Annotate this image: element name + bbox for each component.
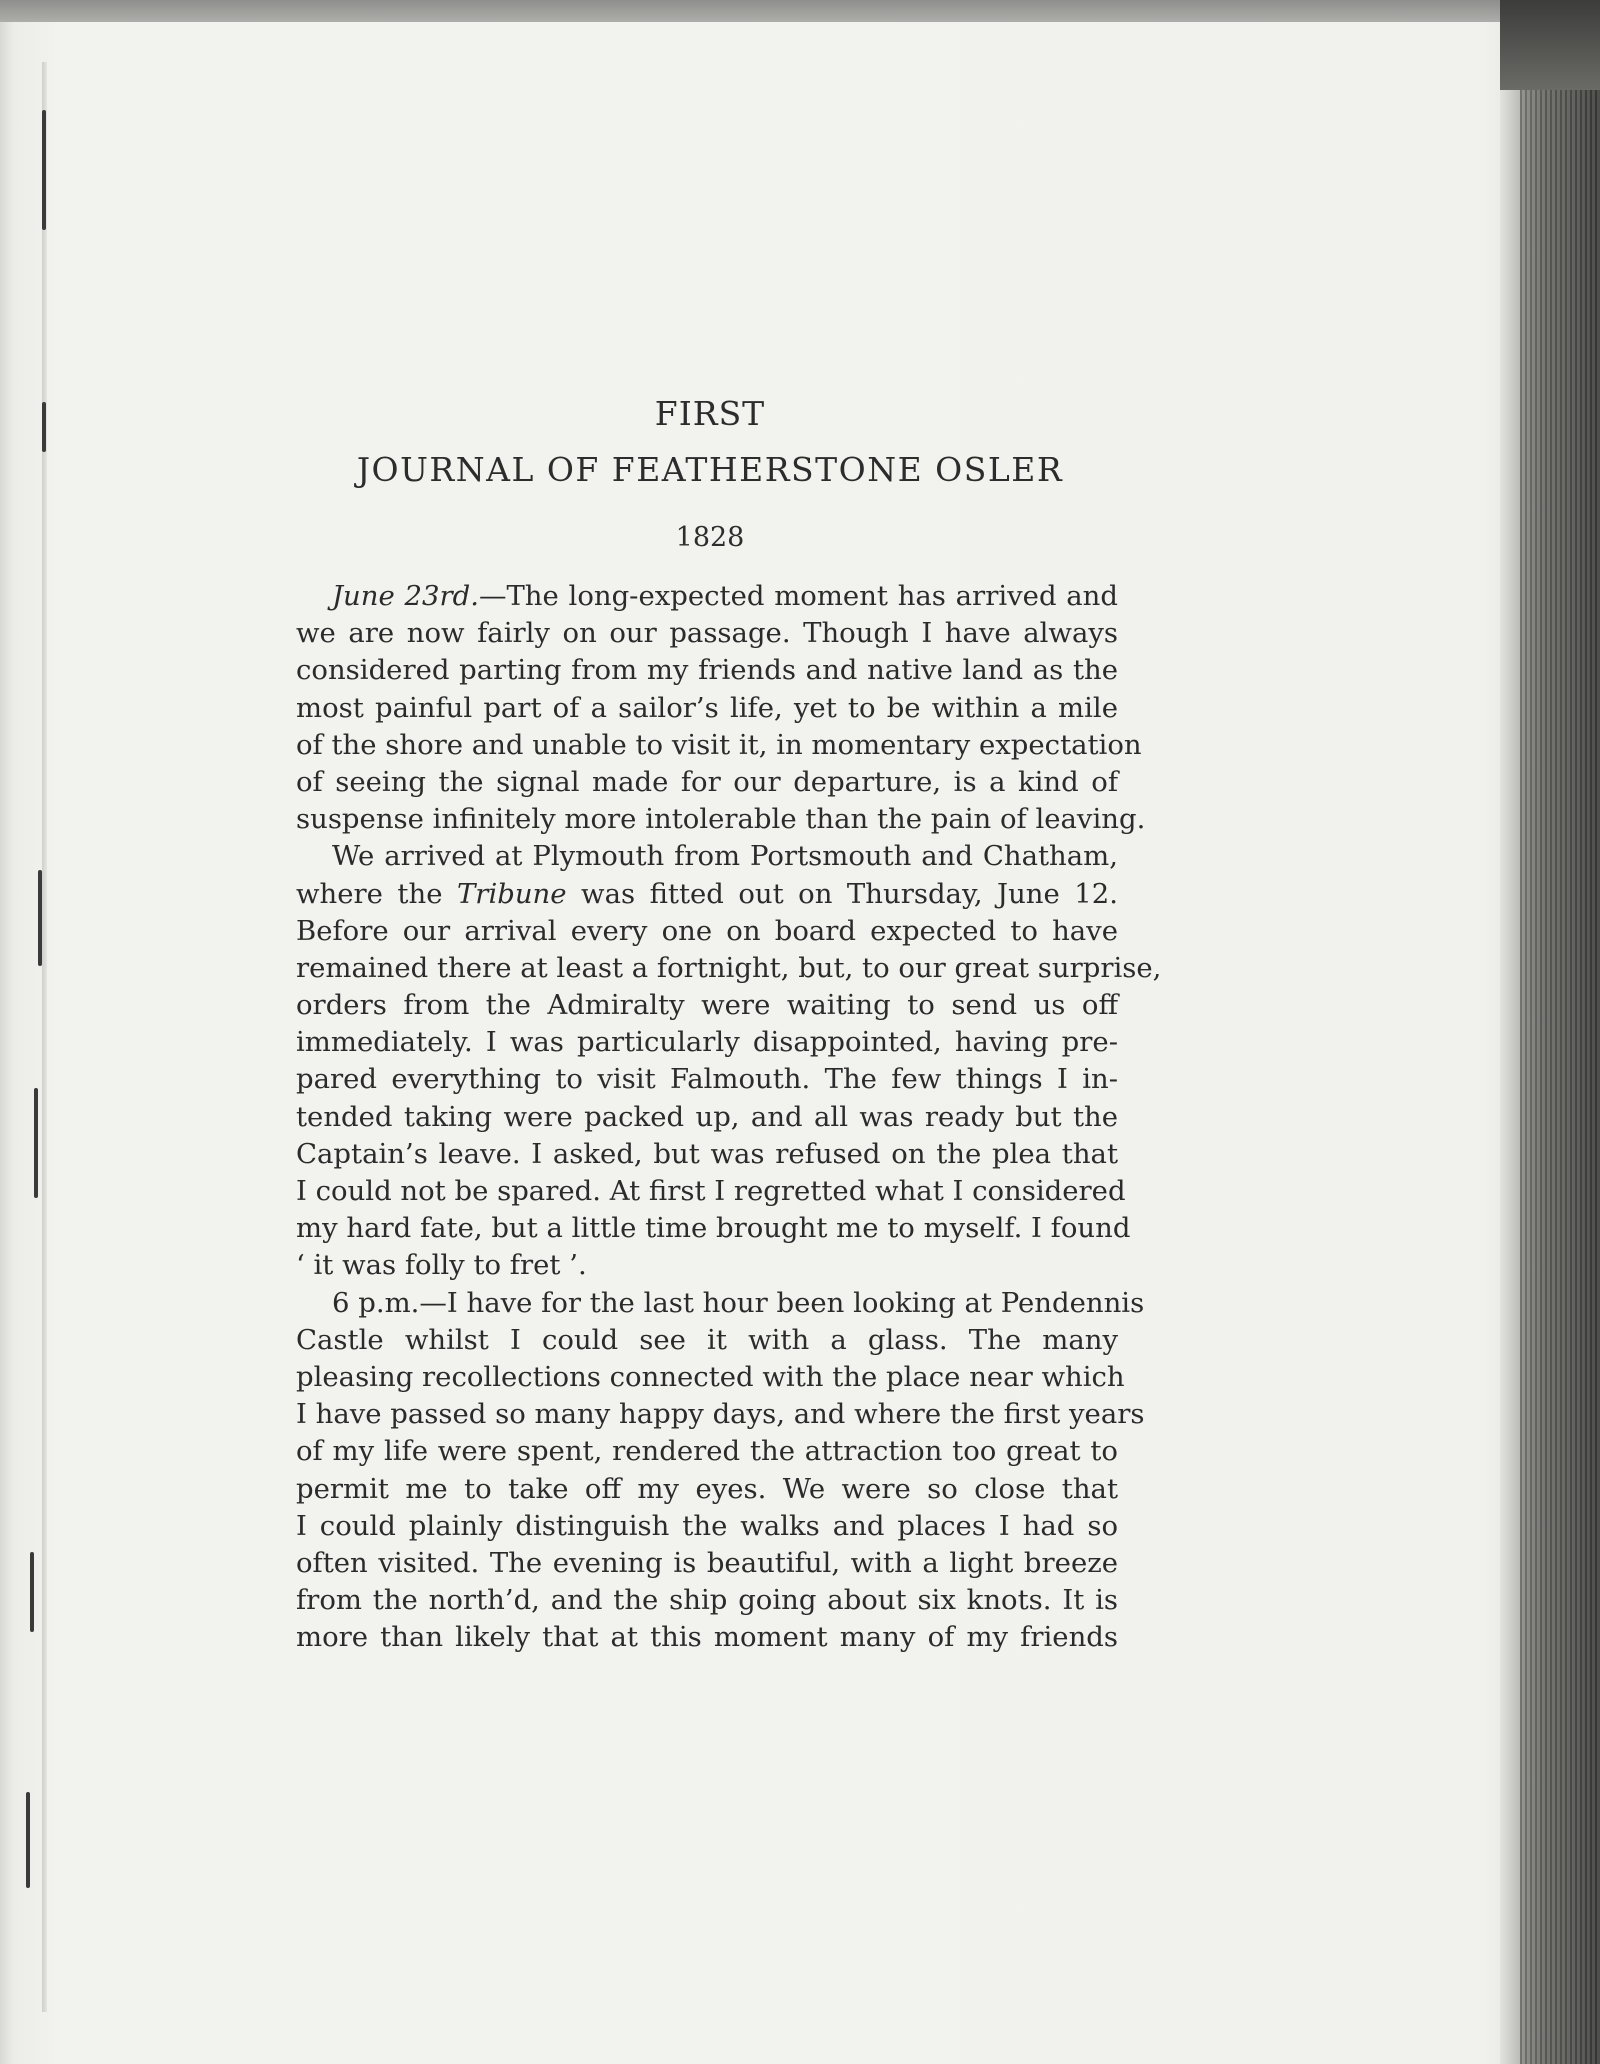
text-line — [296, 1024, 1118, 1061]
text-line — [296, 1433, 1118, 1470]
text-line — [296, 1582, 1118, 1619]
text-line — [296, 838, 1118, 875]
text-run: where the — [296, 877, 457, 910]
text-run: —The long-expected moment has arrived and — [478, 580, 1118, 612]
chapter-title-line-1: FIRST — [654, 394, 766, 433]
text-line — [296, 652, 1118, 689]
text-run: Captain’s leave. I asked, but was refused on the plea that — [296, 1137, 1118, 1170]
chapter-title-line-2: JOURNAL OF FEATHERSTONE OSLER — [356, 450, 1064, 489]
page-gutter — [42, 62, 47, 2012]
text-run: of the shore and unable to visit it, in momentary expectation — [296, 728, 1142, 761]
text-run: pared everything to visit Falmouth. The few things I in- — [296, 1063, 1118, 1096]
text-run: was fitted out on Thursday, June 12. — [566, 877, 1118, 910]
gutter-mark — [38, 870, 42, 966]
text-line — [296, 1545, 1118, 1582]
text-run: orders from the Admiralty were waiting to send us off — [296, 989, 1118, 1022]
text-run: of my life were spent, rendered the attraction too great to — [296, 1435, 1118, 1468]
text-line — [296, 1210, 1131, 1247]
text-run: my hard fate, but a little time brought me to myself. I found — [296, 1212, 1131, 1245]
text-line — [296, 801, 1146, 838]
text-line — [296, 1099, 1118, 1136]
text-run: more than likely that at this moment many of my friends — [296, 1621, 1118, 1654]
text-run: ‘ it was folly to fret ’. — [296, 1249, 587, 1282]
text-run: I could plainly distinguish the walks and places I had so — [296, 1509, 1118, 1542]
text-run: I could not be spared. At first I regretted what I considered — [296, 1175, 1126, 1207]
scan-background-corner — [1500, 0, 1600, 90]
gutter-mark — [42, 402, 46, 452]
text-run: of seeing the signal made for our departure, is a kind of — [296, 765, 1118, 798]
text-run: Before our arrival every one on board expected to have — [296, 914, 1118, 947]
text-line — [296, 690, 1118, 727]
text-line — [296, 1396, 1145, 1433]
text-line — [296, 987, 1118, 1024]
text-line — [296, 1471, 1118, 1508]
text-run: suspense infinitely more intolerable than the pain of leaving. — [296, 803, 1146, 836]
text-line — [296, 578, 1118, 615]
text-run: Castle whilst I could see it with a glass. The many — [296, 1323, 1118, 1356]
book-page — [0, 22, 1522, 2064]
text-run: most painful part of a sailor’s life, yet to be within a mile — [296, 691, 1118, 724]
text-run: we are now fairly on our passage. Though I have always — [296, 617, 1118, 650]
gutter-mark — [30, 1552, 34, 1632]
text-run: considered parting from my friends and native land as the — [296, 654, 1118, 687]
text-run: tended taking were packed up, and all was ready but the — [296, 1100, 1118, 1133]
text-run: 6 p.m.—I have for the last hour been looking at Pendennis — [332, 1286, 1145, 1319]
text-run: I have passed so many happy days, and where the first years — [296, 1398, 1145, 1431]
text-line — [296, 1247, 1118, 1284]
text-line — [296, 1061, 1118, 1098]
text-line — [296, 1173, 1126, 1210]
text-line — [296, 1285, 1145, 1322]
text-line — [296, 1136, 1118, 1173]
text-line — [296, 764, 1118, 801]
gutter-mark — [34, 1088, 38, 1198]
text-line — [296, 1322, 1118, 1359]
text-run: from the north’d, and the ship going about six knots. It is — [296, 1584, 1118, 1617]
text-run: often visited. The evening is beautiful, with a light breeze — [296, 1546, 1118, 1579]
text-line — [296, 615, 1118, 652]
text-line — [296, 913, 1118, 950]
text-run: We arrived at Plymouth from Portsmouth and Chatham, — [332, 840, 1118, 873]
chapter-year: 1828 — [675, 522, 745, 553]
text-line — [296, 950, 1162, 987]
text-line — [296, 1508, 1118, 1545]
text-line — [296, 1619, 1118, 1656]
text-run: pleasing recollections connected with the place near which — [296, 1360, 1125, 1393]
journal-text — [296, 578, 1162, 1656]
text-line — [296, 1359, 1125, 1396]
text-run: permit me to take off my eyes. We were so close that — [296, 1472, 1118, 1505]
gutter-mark — [42, 110, 46, 230]
italic-text-run: June 23rd. — [332, 580, 479, 612]
italic-text-run: Tribune — [456, 877, 567, 910]
book-page-edges — [1520, 40, 1600, 2064]
text-run: remained there at least a fortnight, but, to our great surprise, — [296, 951, 1162, 984]
text-line — [296, 727, 1142, 764]
text-line — [296, 876, 1118, 913]
gutter-mark — [26, 1792, 30, 1888]
text-run: immediately. I was particularly disappointed, having pre- — [296, 1026, 1118, 1059]
